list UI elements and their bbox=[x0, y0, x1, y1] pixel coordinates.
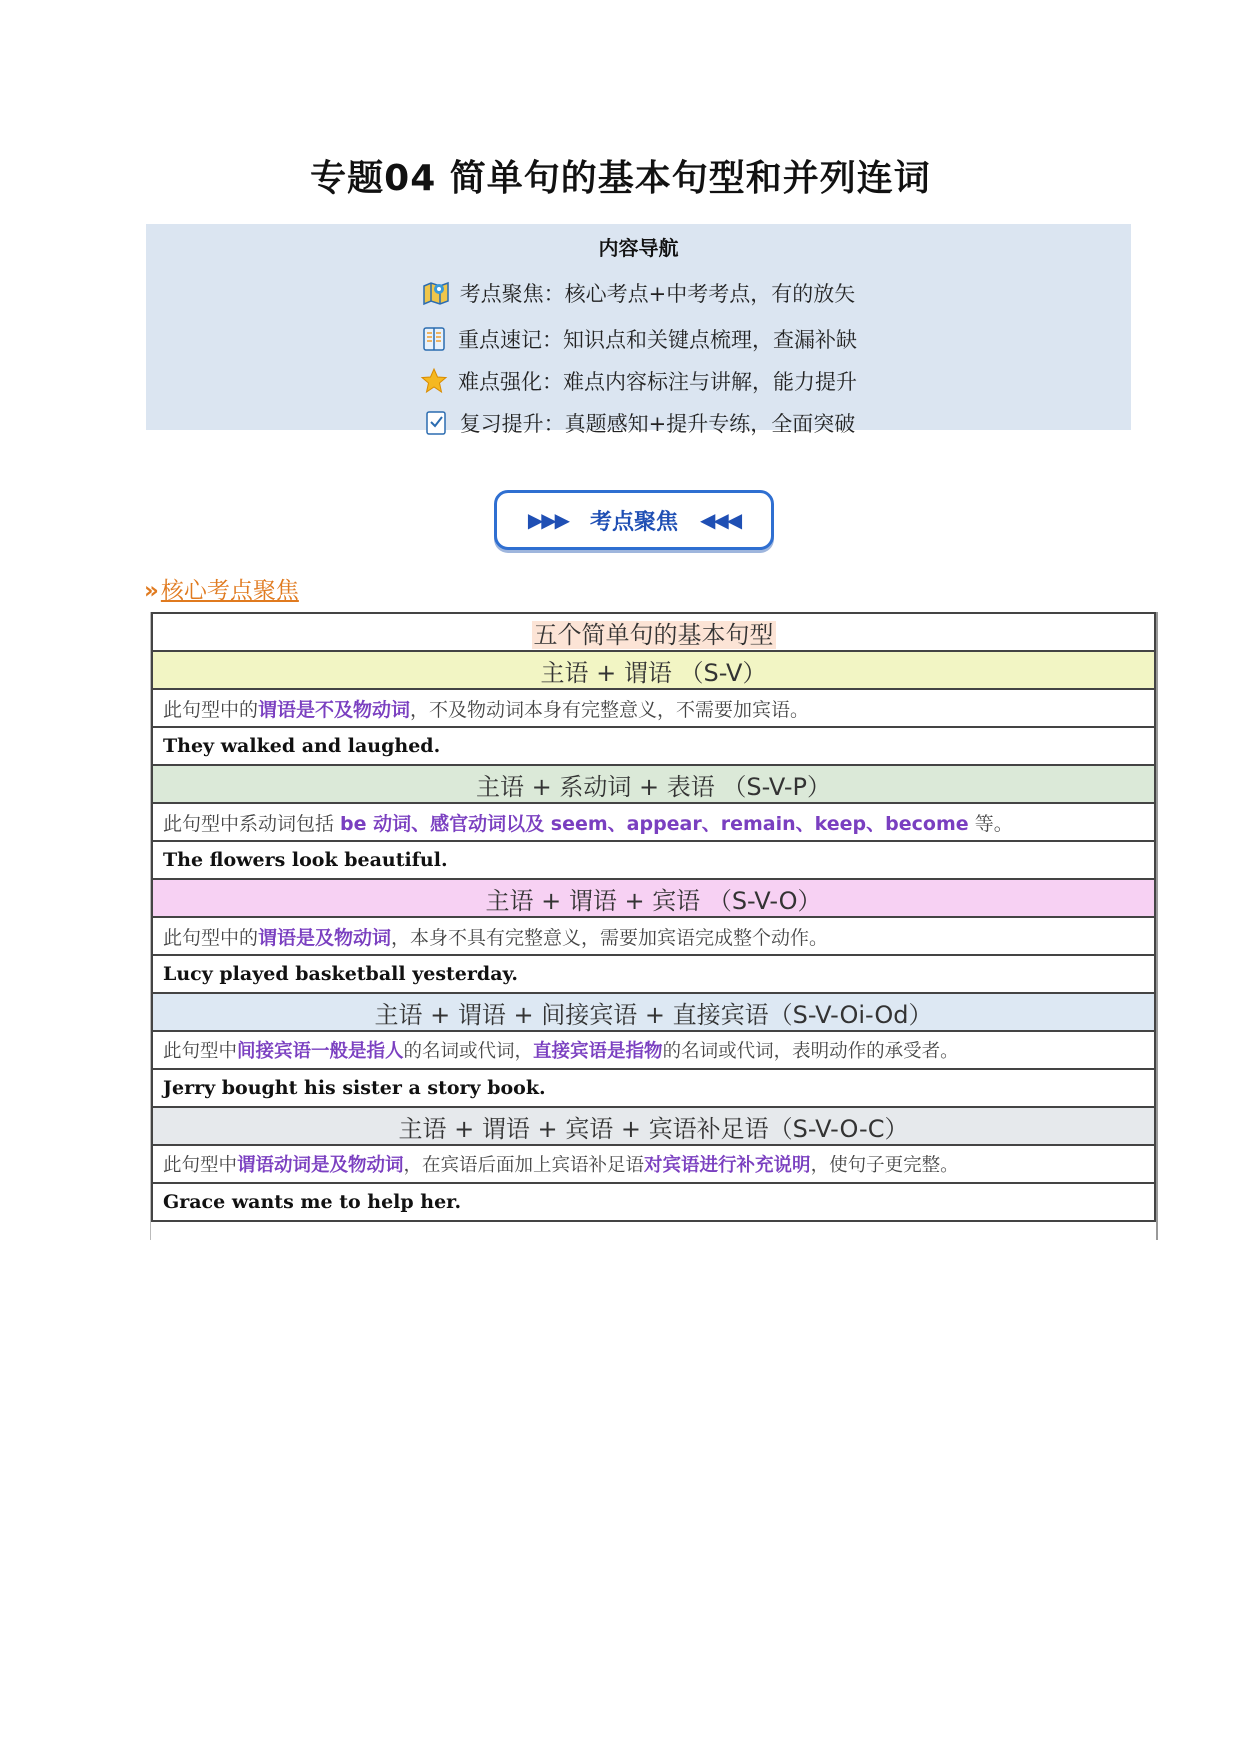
nav-item-label: 难点强化：难点内容标注与讲解，能力提升 bbox=[458, 370, 857, 394]
star-icon bbox=[420, 367, 448, 395]
pattern-description bbox=[152, 917, 1155, 955]
pattern-description bbox=[152, 689, 1155, 727]
desc-text: ，本身不具有完整意义，需要加宾语完成整个动作。 bbox=[391, 926, 829, 949]
desc-text: ，不及物动词本身有完整意义，不需要加宾语。 bbox=[410, 698, 810, 721]
pattern-description bbox=[152, 1031, 1155, 1069]
pattern-description bbox=[152, 1145, 1155, 1183]
nav-item-difficult bbox=[146, 366, 1131, 396]
desc-text: 此句型中的 bbox=[163, 926, 259, 949]
right-arrows-icon: ▶▶▶ bbox=[527, 508, 568, 532]
pattern-example: Jerry bought his sister a story book. bbox=[152, 1069, 1155, 1107]
checklist-icon bbox=[422, 409, 450, 437]
left-arrows-icon: ◀◀◀ bbox=[700, 508, 741, 532]
pattern-example: They walked and laughed. bbox=[152, 727, 1155, 765]
section-banner bbox=[494, 490, 774, 550]
nav-item-notes bbox=[146, 324, 1131, 354]
pattern-header: 主语 + 谓语 + 宾语 + 宾语补足语（S-V-O-C） bbox=[152, 1107, 1155, 1145]
desc-highlight: 直接宾语是指物 bbox=[533, 1041, 663, 1062]
nav-item-focus bbox=[146, 278, 1131, 308]
nav-item-label: 重点速记：知识点和关键点梳理，查漏补缺 bbox=[458, 328, 857, 352]
section-heading-label: 核心考点聚焦 bbox=[160, 578, 299, 604]
desc-highlight: be 动词、感官动词以及 seem、appear、remain、keep、become bbox=[340, 812, 969, 835]
nav-item-label: 考点聚焦：核心考点+中考考点，有的放矢 bbox=[459, 282, 856, 306]
table-title: 五个简单句的基本句型 bbox=[533, 620, 774, 649]
desc-text: 的名词或代词， bbox=[403, 1041, 534, 1062]
pattern-example: The flowers look beautiful. bbox=[152, 841, 1155, 879]
nav-item-review bbox=[146, 408, 1131, 436]
book-icon bbox=[420, 325, 448, 353]
page-title: 专题04 简单句的基本句型和并列连词 bbox=[310, 158, 931, 199]
desc-text: 等。 bbox=[968, 812, 1013, 835]
desc-highlight: 谓语是及物动词 bbox=[258, 926, 392, 949]
table-title-cell bbox=[152, 613, 1155, 651]
desc-text: ，使句子更完整。 bbox=[810, 1155, 959, 1176]
desc-highlight: 谓语动词是及物动词 bbox=[237, 1155, 404, 1176]
pattern-example: Grace wants me to help her. bbox=[152, 1183, 1155, 1221]
desc-text: 此句型中 bbox=[163, 1041, 238, 1062]
pattern-example: Lucy played basketball yesterday. bbox=[152, 955, 1155, 993]
pattern-header: 主语 + 谓语 + 间接宾语 + 直接宾语（S-V-Oi-Od） bbox=[152, 993, 1155, 1031]
sentence-pattern-table bbox=[150, 612, 1158, 1240]
desc-text: 此句型中 bbox=[163, 1155, 238, 1176]
desc-text: ，在宾语后面加上宾语补足语 bbox=[403, 1155, 645, 1176]
pattern-header: 主语 + 系动词 + 表语 （S-V-P） bbox=[152, 765, 1155, 803]
desc-text: 此句型中系动词包括 bbox=[163, 812, 341, 835]
content-navigation-box bbox=[146, 224, 1131, 436]
banner-label: 考点聚焦 bbox=[589, 509, 678, 535]
desc-text: 此句型中的 bbox=[163, 698, 259, 721]
desc-highlight: 谓语是不及物动词 bbox=[258, 698, 411, 721]
desc-highlight: 对宾语进行补充说明 bbox=[644, 1155, 811, 1176]
map-icon bbox=[422, 279, 450, 307]
nav-item-label: 复习提升：真题感知+提升专练，全面突破 bbox=[459, 412, 856, 436]
pattern-header: 主语 + 谓语 + 宾语 （S-V-O） bbox=[152, 879, 1155, 917]
section-heading bbox=[144, 572, 299, 605]
double-chevron-icon: » bbox=[144, 578, 153, 604]
desc-text: 的名词或代词，表明动作的承受者。 bbox=[662, 1041, 959, 1062]
pattern-header: 主语 + 谓语 （S-V） bbox=[152, 651, 1155, 689]
pattern-description bbox=[152, 803, 1155, 841]
nav-heading: 内容导航 bbox=[598, 236, 679, 260]
desc-highlight: 间接宾语一般是指人 bbox=[237, 1041, 404, 1062]
